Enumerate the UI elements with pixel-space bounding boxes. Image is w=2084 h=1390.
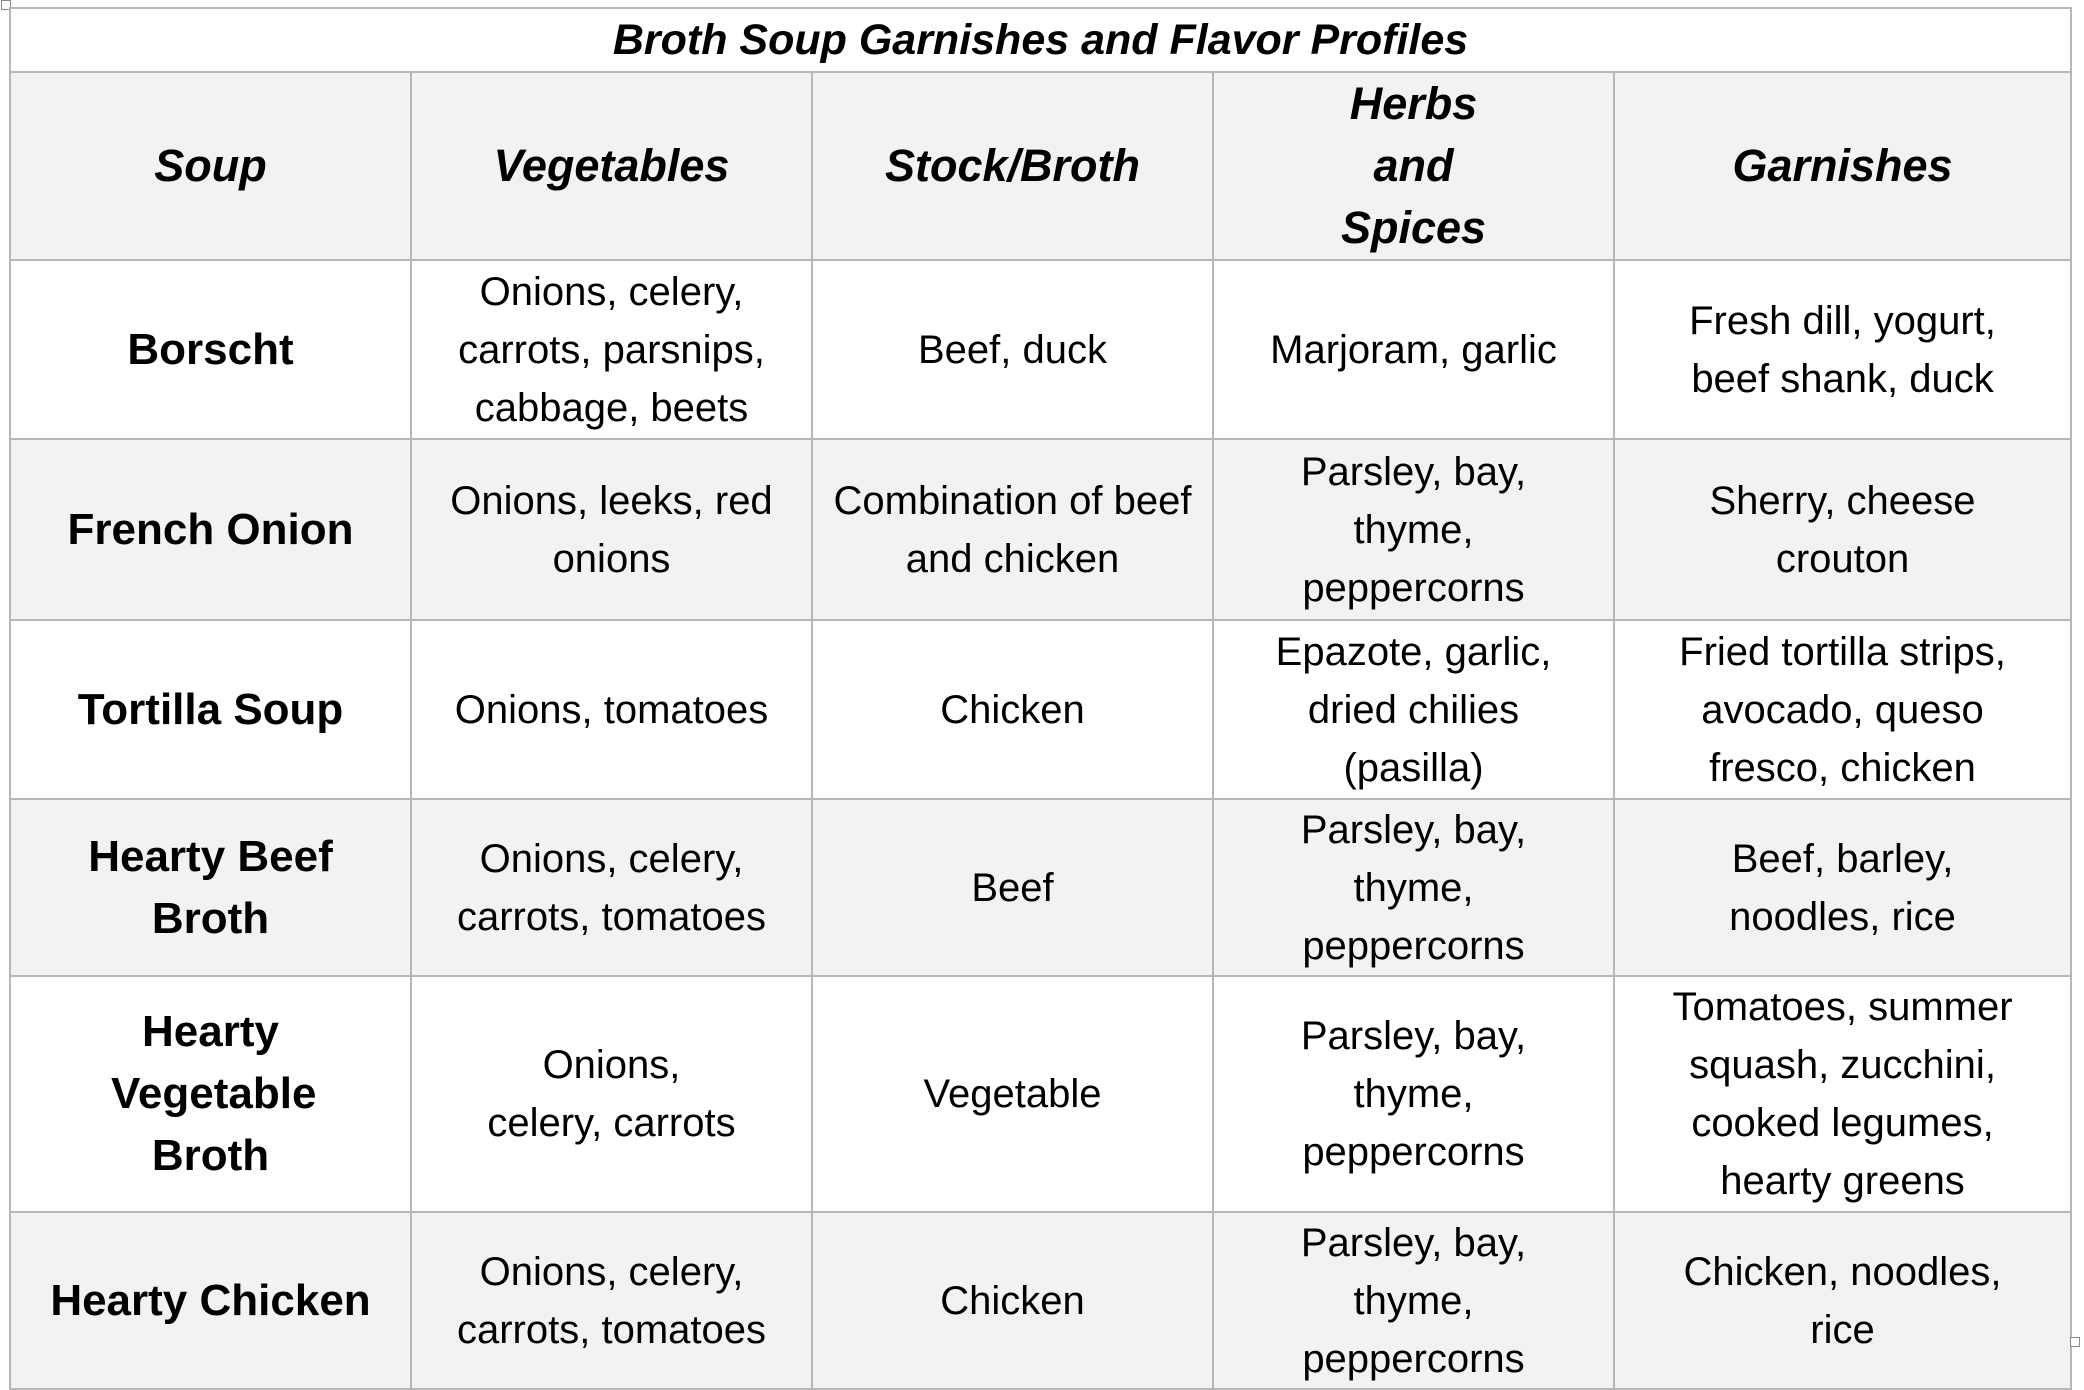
vegetables-cell: Onions, leeks, red onions <box>411 439 812 620</box>
table-title: Broth Soup Garnishes and Flavor Profiles <box>10 8 2071 72</box>
soup-name-cell: Hearty Beef Broth <box>10 799 411 976</box>
table-row <box>10 1212 2071 1389</box>
header-stock-broth: Stock/Broth <box>812 72 1213 260</box>
soup-name-cell: Tortilla Soup <box>10 620 411 799</box>
stock-cell: Vegetable <box>812 976 1213 1212</box>
herbs-cell: Parsley, bay, thyme, peppercorns <box>1213 1212 1614 1389</box>
garnishes-cell: Fresh dill, yogurt, beef shank, duck <box>1614 260 2071 439</box>
garnishes-cell: Beef, barley, noodles, rice <box>1614 799 2071 976</box>
soup-name-cell: Hearty Chicken <box>10 1212 411 1389</box>
stock-cell: Chicken <box>812 1212 1213 1389</box>
garnishes-cell: Fried tortilla strips, avocado, queso fresco, chicken <box>1614 620 2071 799</box>
herbs-cell: Epazote, garlic, dried chilies (pasilla) <box>1213 620 1614 799</box>
header-vegetables: Vegetables <box>411 72 812 260</box>
vegetables-cell: Onions, celery, carrots, tomatoes <box>411 799 812 976</box>
header-row <box>10 72 2071 260</box>
table-resize-handle[interactable] <box>2070 1337 2080 1347</box>
vegetables-cell: Onions, celery, carrots, tomatoes <box>411 1212 812 1389</box>
table-row <box>10 976 2071 1212</box>
table-row <box>10 620 2071 799</box>
soup-table <box>9 7 2072 1390</box>
garnishes-cell: Tomatoes, summer squash, zucchini, cooked legumes, hearty greens <box>1614 976 2071 1212</box>
table-container <box>9 7 2070 1390</box>
vegetables-cell: Onions, celery, carrots, parsnips, cabbage, beets <box>411 260 812 439</box>
vegetables-cell: Onions, tomatoes <box>411 620 812 799</box>
vegetables-cell: Onions, celery, carrots <box>411 976 812 1212</box>
stock-cell: Beef, duck <box>812 260 1213 439</box>
herbs-cell: Parsley, bay, thyme, peppercorns <box>1213 799 1614 976</box>
table-row <box>10 799 2071 976</box>
header-garnishes: Garnishes <box>1614 72 2071 260</box>
table-row <box>10 260 2071 439</box>
table-row <box>10 439 2071 620</box>
stock-cell: Beef <box>812 799 1213 976</box>
garnishes-cell: Chicken, noodles, rice <box>1614 1212 2071 1389</box>
stock-cell: Chicken <box>812 620 1213 799</box>
title-row <box>10 8 2071 72</box>
stock-cell: Combination of beef and chicken <box>812 439 1213 620</box>
garnishes-cell: Sherry, cheese crouton <box>1614 439 2071 620</box>
herbs-cell: Parsley, bay, thyme, peppercorns <box>1213 439 1614 620</box>
soup-name-cell: Borscht <box>10 260 411 439</box>
header-herbs-and-spices: Herbs and Spices <box>1213 72 1614 260</box>
soup-name-cell: French Onion <box>10 439 411 620</box>
herbs-cell: Parsley, bay, thyme, peppercorns <box>1213 976 1614 1212</box>
soup-name-cell: Hearty Vegetable Broth <box>10 976 411 1212</box>
herbs-cell: Marjoram, garlic <box>1213 260 1614 439</box>
header-soup: Soup <box>10 72 411 260</box>
